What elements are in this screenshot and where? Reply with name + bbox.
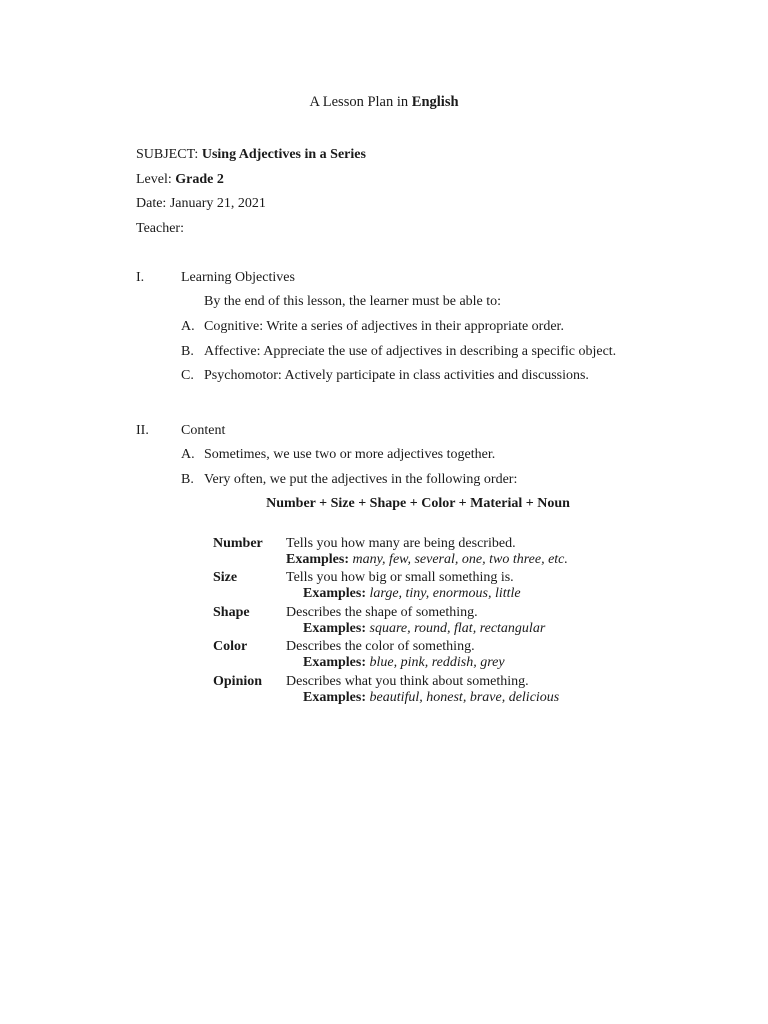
level-line <box>136 172 224 188</box>
date-line: Date: January 21, 2021 <box>136 196 266 211</box>
examples-label: Examples: <box>286 552 353 567</box>
table-row-description: Tells you how many are being described. <box>286 536 516 551</box>
examples-values: large, tiny, enormous, little <box>369 586 521 601</box>
examples-label: Examples: <box>303 655 370 670</box>
teacher-line: Teacher: <box>136 221 184 236</box>
table-row-examples <box>303 690 559 706</box>
table-row-term: Color <box>213 639 248 654</box>
table-row-examples <box>303 621 545 637</box>
content-text: Very often, we put the adjectives in the following order: <box>204 472 518 487</box>
content-letter: B. <box>181 472 194 487</box>
table-row-term: Opinion <box>213 674 263 689</box>
objective-letter: C. <box>181 368 194 383</box>
examples-label: Examples: <box>303 621 370 636</box>
examples-values: blue, pink, reddish, grey <box>369 655 505 670</box>
content-text: Sometimes, we use two or more adjectives together. <box>204 447 496 462</box>
section-numeral-content: II. <box>136 423 149 438</box>
objective-letter: A. <box>181 319 195 334</box>
objective-text: Affective: Appreciate the use of adjectives in describing a specific object. <box>204 344 617 359</box>
table-row-description: Describes the color of something. <box>286 639 475 654</box>
table-row-examples <box>303 586 521 602</box>
objective-text: Cognitive: Write a series of adjectives in their appropriate order. <box>204 319 564 334</box>
content-letter: A. <box>181 447 195 462</box>
subject-label: SUBJECT: <box>136 147 202 162</box>
table-row-description: Tells you how big or small something is. <box>286 570 514 585</box>
title-subject: English <box>411 94 459 110</box>
examples-label: Examples: <box>303 690 370 705</box>
table-row-description: Describes the shape of something. <box>286 605 478 620</box>
examples-values: beautiful, honest, brave, delicious <box>369 690 560 705</box>
title-prefix: A Lesson Plan in <box>309 94 412 110</box>
examples-label: Examples: <box>303 586 370 601</box>
examples-values: many, few, several, one, two three, etc. <box>352 552 568 567</box>
objective-text: Psychomotor: Actively participate in class activities and discussions. <box>204 368 589 383</box>
subject-line <box>136 147 366 163</box>
adjective-order-formula: Number + Size + Shape + Color + Material + Noun <box>266 496 570 511</box>
page-title <box>0 94 768 110</box>
section-heading-content: Content <box>181 423 226 438</box>
table-row-examples <box>303 655 505 671</box>
section-numeral-objectives: I. <box>136 270 145 285</box>
table-row-description: Describes what you think about something. <box>286 674 529 689</box>
level-label: Level: <box>136 172 176 187</box>
table-row-term: Size <box>213 570 238 585</box>
section-heading-objectives: Learning Objectives <box>181 270 295 285</box>
table-row-examples <box>286 552 568 568</box>
table-row-term: Number <box>213 536 263 551</box>
subject-value: Using Adjectives in a Series <box>201 147 366 162</box>
examples-values: square, round, flat, rectangular <box>369 621 546 636</box>
table-row-term: Shape <box>213 605 250 620</box>
objective-letter: B. <box>181 344 194 359</box>
level-value: Grade 2 <box>175 172 224 187</box>
objectives-intro: By the end of this lesson, the learner must be able to: <box>204 294 502 309</box>
